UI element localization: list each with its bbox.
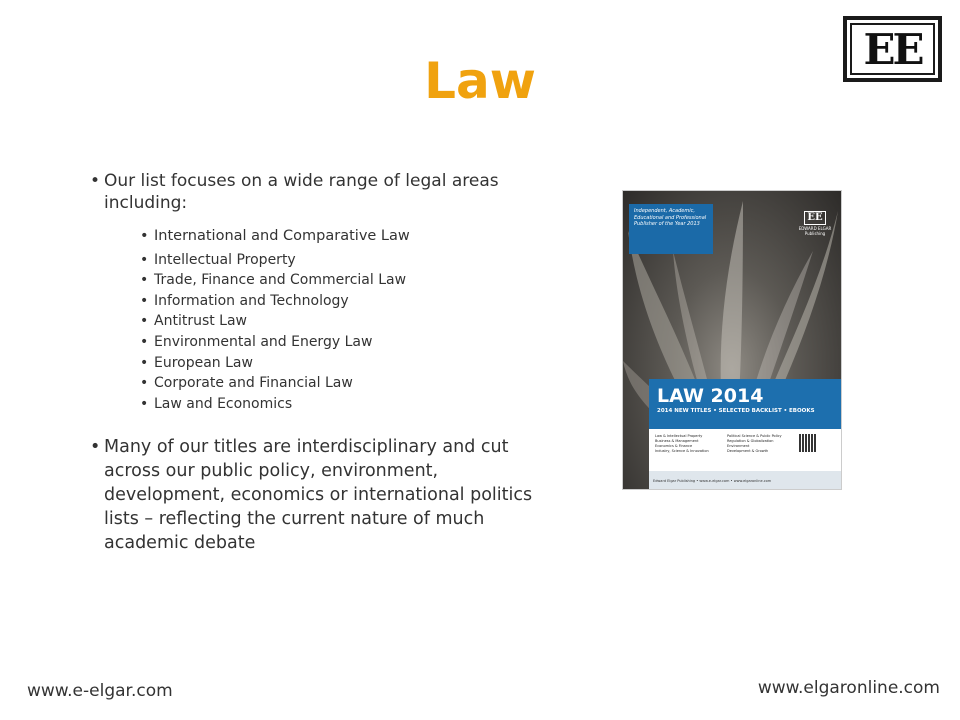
- list-item: Political Science & Public Policy: [727, 434, 782, 438]
- list-item: • Law and Economics: [140, 394, 540, 415]
- qr-code-icon: [799, 434, 817, 452]
- cover-footer: Edward Elgar Publishing • www.e-elgar.com • www.elgaronline.com: [649, 471, 842, 490]
- list-item: • Trade, Finance and Commercial Law: [140, 270, 540, 291]
- catalogue-cover-image: [622, 190, 842, 490]
- slide-title: Law: [424, 52, 536, 110]
- list-item: Business & Management: [655, 439, 699, 443]
- cover-list-column: [655, 434, 727, 466]
- cover-award-badge: Independent, Academic, Educational and Professional Publisher of the Year 2013: [629, 204, 713, 254]
- legal-areas-list: [140, 226, 540, 414]
- ee-logo-text: EE: [850, 23, 935, 75]
- list-item: • European Law: [140, 353, 540, 374]
- list-item: Development & Growth: [727, 449, 769, 453]
- bullet-interdisciplinary: • Many of our titles are interdisciplinary and cut across our public policy, environment, development, economics or international politics lists – reflecting the current nature of much academic debate: [90, 435, 540, 555]
- footer-link-e-elgar[interactable]: www.e-elgar.com: [27, 681, 173, 701]
- cover-logo-mark: EE: [804, 211, 825, 225]
- list-item: • Intellectual Property: [140, 250, 540, 271]
- cover-headline: LAW 2014: [657, 385, 764, 407]
- list-item: Law & Intellectual Property: [655, 434, 703, 438]
- slide-content: [90, 170, 540, 555]
- cover-publisher-logo: [795, 205, 835, 236]
- list-item: Regulation & Globalization: [727, 439, 774, 443]
- cover-logo-name: EDWARD ELGAR Publishing: [798, 226, 832, 236]
- list-item: • Antitrust Law: [140, 311, 540, 332]
- list-item: • Corporate and Financial Law: [140, 373, 540, 394]
- cover-title-band: [649, 379, 842, 429]
- list-item: • Environmental and Energy Law: [140, 332, 540, 353]
- bullet-legal-areas: • Our list focuses on a wide range of legal areas including:: [90, 170, 540, 214]
- list-item: Environment: [727, 444, 750, 448]
- list-item: Economics & Finance: [655, 444, 693, 448]
- footer-link-elgaronline[interactable]: www.elgaronline.com: [757, 678, 940, 698]
- list-item: • International and Comparative Law: [140, 226, 540, 247]
- list-item: • Information and Technology: [140, 291, 540, 312]
- list-item: Industry, Science & Innovation: [655, 449, 709, 453]
- cover-subline: 2014 NEW TITLES • SELECTED BACKLIST • EBOOKS: [657, 408, 815, 414]
- cover-list-column: [727, 434, 799, 466]
